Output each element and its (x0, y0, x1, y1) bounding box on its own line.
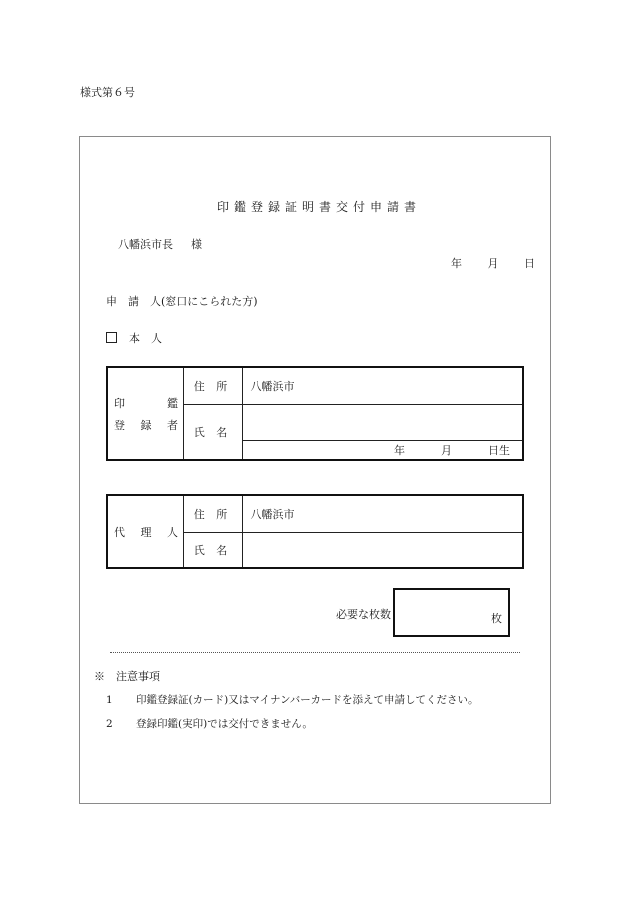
self-checkbox[interactable] (106, 332, 117, 343)
registrant-name-label: 氏 名 (183, 404, 242, 460)
registrant-address-label: 住 所 (183, 367, 242, 404)
registrant-header (107, 367, 183, 460)
note-text: 登録印鑑(実印)では交付できません。 (136, 718, 313, 730)
self-option-label: 本 人 (129, 332, 162, 345)
agent-address-label: 住 所 (183, 495, 242, 532)
agent-name-label: 氏 名 (183, 532, 242, 568)
registrant-table (106, 366, 524, 461)
registrant-header-char: 者 (167, 418, 178, 432)
note-text: 印鑑登録証(カード)又はマイナンバーカードを添えて申請してください。 (136, 694, 479, 706)
agent-header-char: 人 (167, 525, 178, 539)
note-item (106, 692, 479, 707)
agent-name-field[interactable] (242, 532, 523, 568)
agent-address-field[interactable]: 八幡浜市 (242, 495, 523, 532)
registrant-dob-field[interactable] (242, 440, 523, 460)
registrant-header-char: 鑑 (167, 396, 178, 410)
dob-day-label: 日生 (488, 443, 510, 457)
applicant-label: 申 請 人(窓口にこられた方) (106, 295, 258, 308)
form-number: 様式第６号 (80, 86, 135, 99)
dob-year-label: 年 (394, 443, 405, 457)
date-year-label: 年 (451, 257, 462, 270)
addressee (118, 236, 202, 252)
registrant-header-char: 登 (114, 418, 125, 432)
registrant-header-char: 印 (114, 396, 125, 410)
date-day-label: 日 (524, 257, 535, 270)
dob-month-label: 月 (441, 443, 452, 457)
addressee-honorific: 様 (191, 238, 202, 251)
agent-header (107, 495, 183, 568)
application-date[interactable] (429, 255, 535, 271)
registrant-header-char: 録 (140, 418, 152, 432)
note-item (106, 716, 313, 731)
agent-table (106, 494, 524, 569)
registrant-name-field[interactable] (242, 404, 523, 440)
copies-label: 必要な枚数 (336, 608, 391, 621)
document-title: 印鑑登録証明書交付申請書 (216, 200, 421, 214)
copies-field[interactable] (393, 588, 510, 637)
dotted-divider (110, 652, 520, 653)
note-number: 2 (106, 718, 113, 730)
note-number: 1 (106, 694, 113, 706)
agent-header-char: 理 (140, 525, 152, 539)
notes-title: ※ 注意事項 (94, 670, 160, 683)
self-option[interactable] (106, 330, 162, 346)
date-month-label: 月 (487, 257, 499, 270)
copies-unit: 枚 (491, 612, 502, 625)
agent-header-char: 代 (114, 525, 125, 539)
addressee-name: 八幡浜市長 (118, 238, 173, 251)
registrant-address-field[interactable]: 八幡浜市 (242, 367, 523, 404)
